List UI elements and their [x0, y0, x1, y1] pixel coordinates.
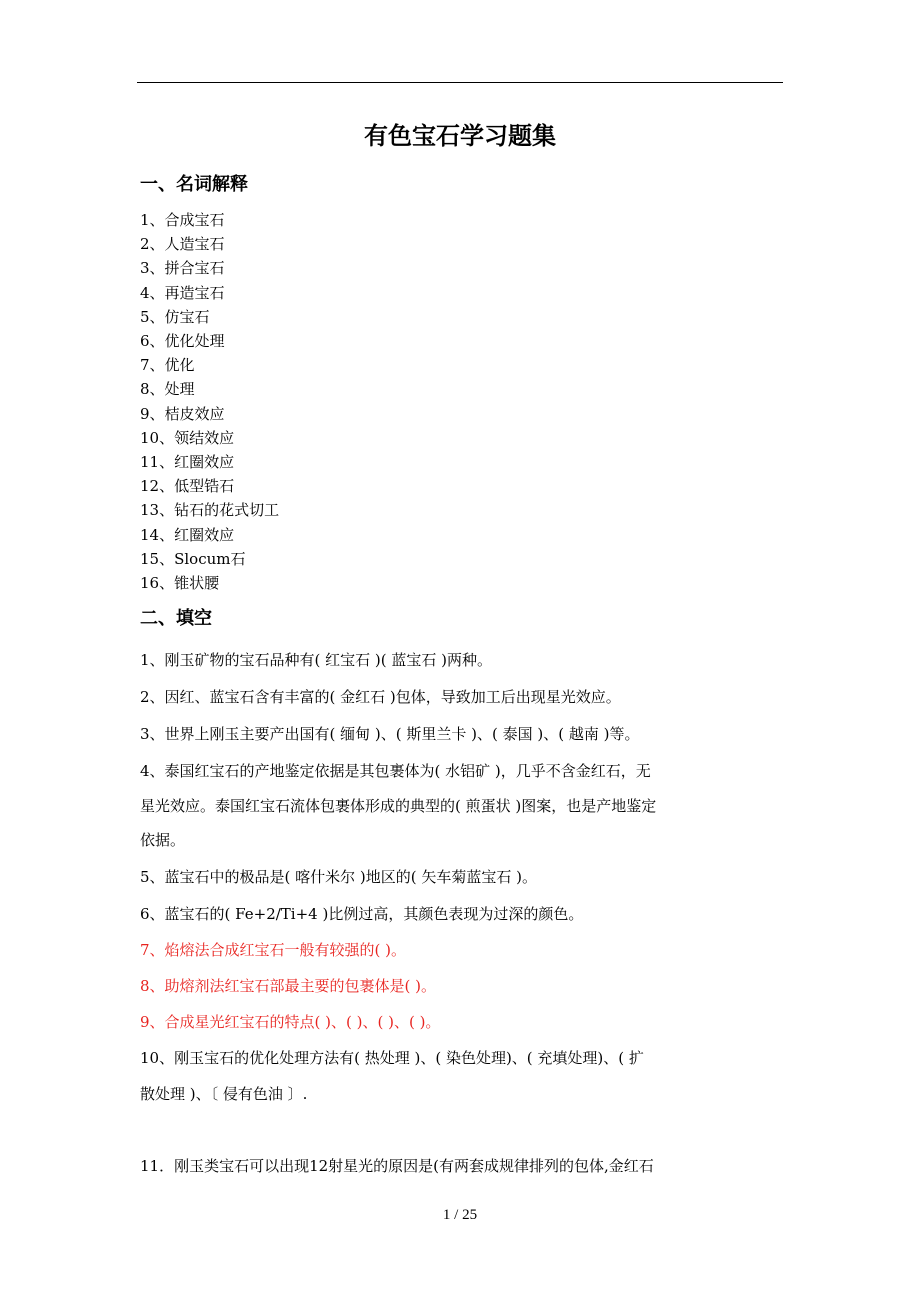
- question-3: 3、世界上刚玉主要产出国有( 缅甸 )、( 斯里兰卡 )、( 泰国 )、( 越南 )等。: [140, 725, 640, 743]
- list-item: 10、领结效应: [140, 428, 235, 447]
- definitions-list: [140, 208, 279, 595]
- list-item: 7、优化: [140, 356, 195, 375]
- page-number: 1 / 25: [442, 1207, 478, 1223]
- section-heading-fill-in: 二、填空: [140, 608, 212, 629]
- question-10-line-1: 10、刚玉宝石的优化处理方法有( 热处理 )、( 染色处理)、( 充填处理)、( 扩: [140, 1049, 644, 1067]
- question-1: 1、刚玉矿物的宝石品种有( 红宝石 )( 蓝宝石 )两种。: [140, 651, 493, 669]
- question-4-line-2: 星光效应。泰国红宝石流体包裹体形成的典型的( 煎蛋状 )图案，也是产地鉴定: [140, 797, 657, 815]
- list-item: 14、红圈效应: [140, 525, 235, 544]
- question-8: 8、助熔剂法红宝石部最主要的包裹体是( )。: [140, 977, 437, 995]
- question-11: 11．刚玉类宝石可以出现12射星光的原因是(有两套成规律排列的包体,金红石: [140, 1157, 654, 1175]
- list-item: 11、红圈效应: [140, 453, 235, 472]
- list-item: 8、处理: [140, 380, 195, 399]
- list-item: 4、再造宝石: [140, 283, 225, 302]
- question-5: 5、蓝宝石中的极品是( 喀什米尔 )地区的( 矢车菊蓝宝石 )。: [140, 868, 538, 886]
- question-2: 2、因红、蓝宝石含有丰富的( 金红石 )包体，导致加工后出现星光效应。: [140, 688, 621, 706]
- question-7: 7、焰熔法合成红宝石一般有较强的( )。: [140, 941, 407, 959]
- list-item: 15、Slocum石: [140, 549, 246, 568]
- section-heading-definitions: 一、名词解释: [140, 174, 248, 195]
- list-item: 1、合成宝石: [140, 211, 225, 229]
- question-4-line-1: 4、泰国红宝石的产地鉴定依据是其包裹体为( 水铝矿 )，几乎不含金红石，无: [140, 762, 651, 780]
- question-6: 6、蓝宝石的( Fe+2/Ti+4 )比例过高，其颜色表现为过深的颜色。: [140, 905, 584, 923]
- list-item: 16、锥状腰: [140, 574, 220, 593]
- list-item: 2、人造宝石: [140, 235, 225, 254]
- list-item: 6、优化处理: [140, 332, 225, 351]
- list-item: 3、拼合宝石: [140, 259, 225, 278]
- page-title: 有色宝石学习题集: [364, 122, 556, 150]
- question-9: 9、合成星光红宝石的特点( )、( )、( )、( )。: [140, 1013, 441, 1031]
- question-10-line-2: 散处理 )、〔 侵有色油 〕.: [140, 1085, 308, 1103]
- list-item: 9、桔皮效应: [140, 404, 225, 423]
- list-item: 12、低型锆石: [140, 477, 235, 496]
- list-item: 5、仿宝石: [140, 307, 210, 326]
- header-rule: [137, 82, 783, 83]
- question-4-line-3: 依据。: [140, 831, 186, 849]
- list-item: 13、钻石的花式切工: [140, 501, 280, 520]
